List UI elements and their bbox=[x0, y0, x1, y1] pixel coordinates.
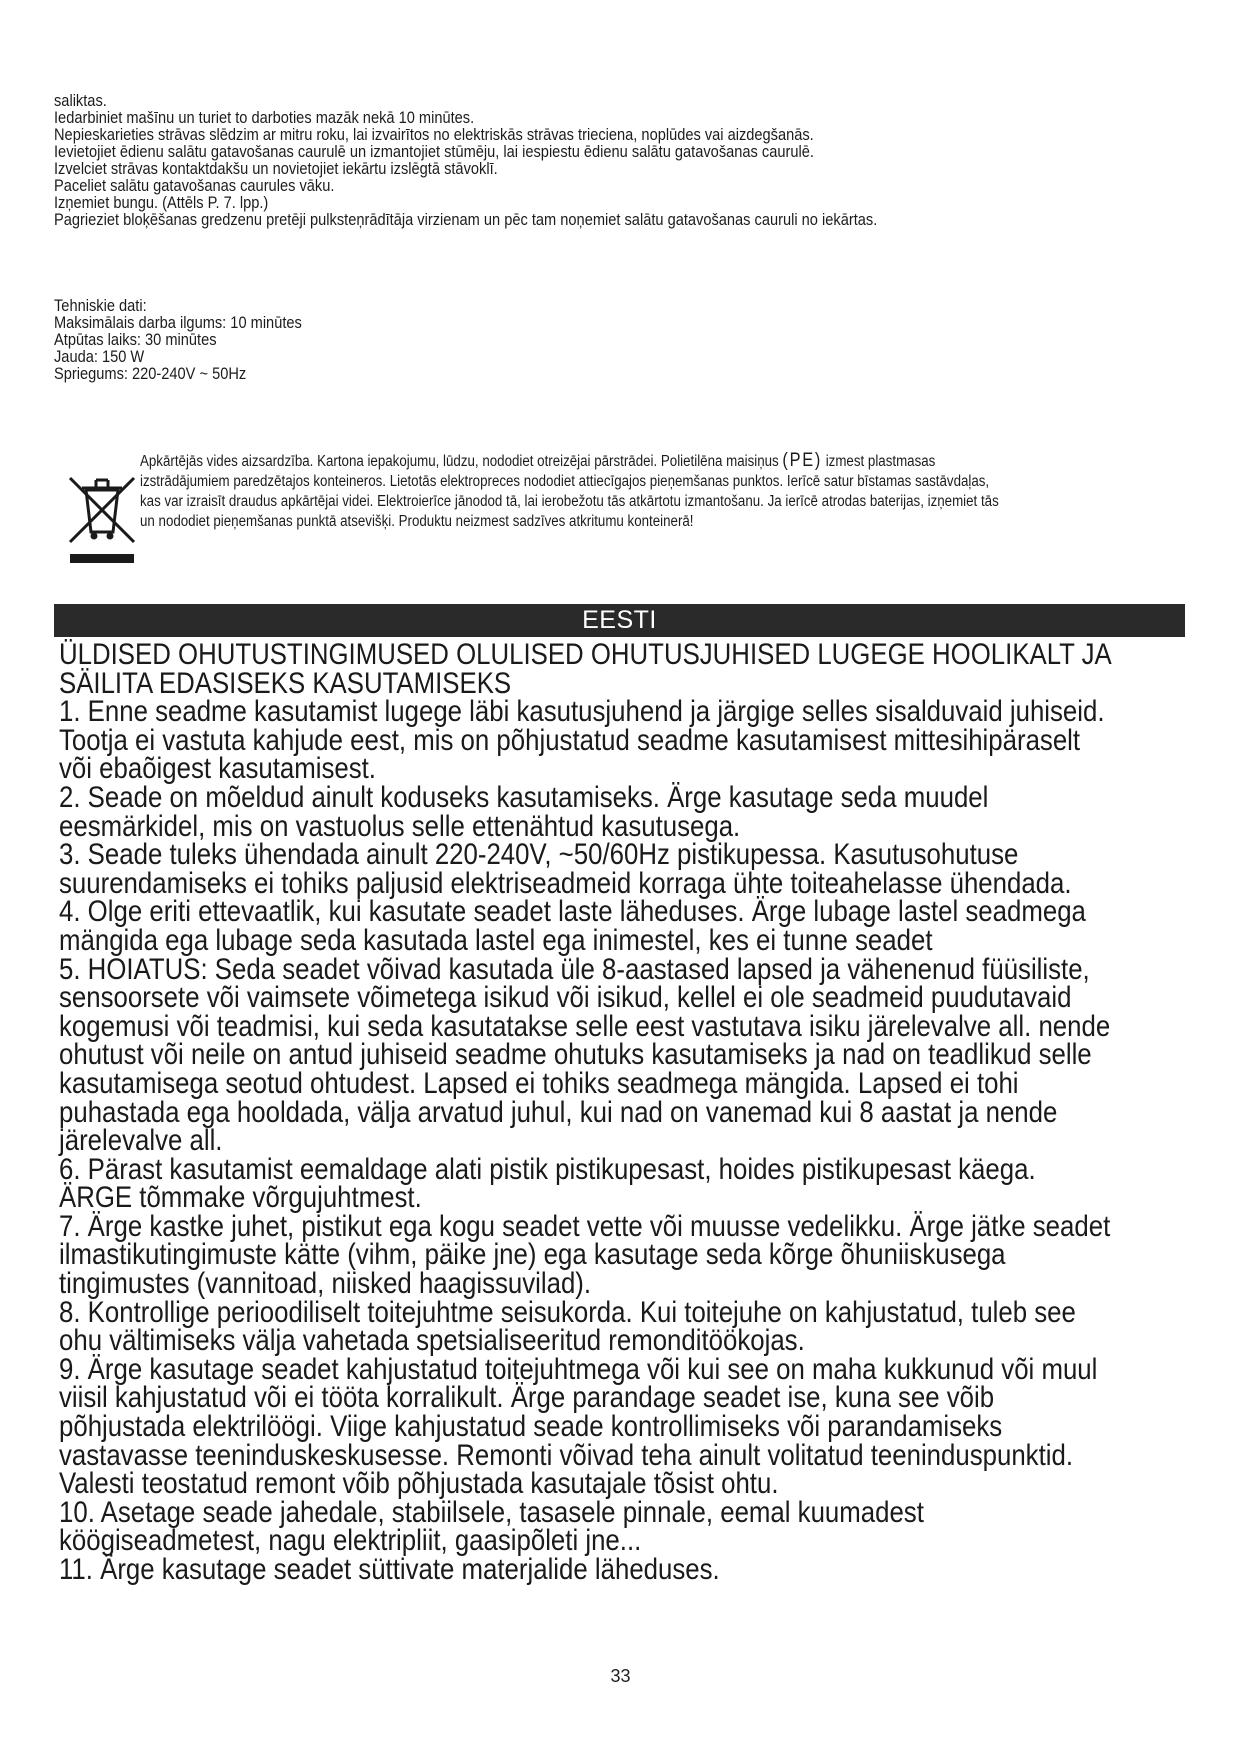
instruction-line: Paceliet salātu gatavošanas caurules vāku. bbox=[54, 176, 335, 195]
safety-line: kasutamisega seotud ohtudest. Lapsed ei tohiks seadmega mängida. Lapsed ei tohi bbox=[59, 1066, 1019, 1100]
safety-line: 1. Enne seadme kasutamist lugege läbi kasutusjuhend ja järgige selles sisalduvaid juhiseid. bbox=[59, 695, 1105, 729]
safety-line: 6. Pärast kasutamist eemaldage alati pistik pistikupesast, hoides pistikupesast käega. bbox=[59, 1152, 1036, 1186]
environment-line: kas var izraisīt draudus apkārtējai videi. Elektroierīce jānodod tā, lai ierobežotu tās atkārtotu izmantošanu. Ja ierīcē atrodas baterijas, izņemiet tās bbox=[140, 493, 999, 510]
environment-line-text: izmest plastmasas bbox=[825, 453, 936, 470]
safety-line: 3. Seade tuleks ühendada ainult 220-240V, ~50/60Hz pistikupessa. Kasutusohutuse bbox=[59, 838, 1019, 872]
section-title: SÄILITA EDASISEKS KASUTAMISEKS bbox=[59, 666, 512, 700]
safety-line: 11. Ärge kasutage seadet süttivate materjalide läheduses. bbox=[59, 1553, 720, 1586]
safety-line: ilmastikutingimuste kätte (vihm, päike jne) ega kasutage seda kõrge õhuniiskusega bbox=[59, 1238, 1006, 1272]
safety-line: 9. Ärge kasutage seadet kahjustatud toitejuhtmega või kui see on maha kukkunud või muul bbox=[59, 1352, 1098, 1386]
instruction-line: Izņemiet bungu. (Attēls P. 7. lpp.) bbox=[54, 193, 269, 212]
safety-line: ohutust või neile on antud juhiseid seadme ohutuks kasutamiseks ja nad on teadlikud selle bbox=[59, 1038, 1092, 1072]
instruction-line: saliktas. bbox=[54, 91, 107, 110]
safety-line: kogemusi või teadmisi, kui seda kasutatakse selle eest vastutava isiku järelevalve all. nende bbox=[59, 1009, 1111, 1043]
pe-mark: (PE) bbox=[782, 450, 822, 471]
technical-data bbox=[54, 297, 754, 382]
safety-line: 5. HOIATUS: Seda seadet võivad kasutada üle 8-aastased lapsed ja vähenenud füüsiliste, bbox=[59, 952, 1090, 986]
environment-line: izstrādājumiem paredzētajos konteineros. Lietotās elektropreces nododiet attiecīgajos pieņemšanas punktos. Ierīcē satur bīstamas sastāvdaļas, bbox=[140, 473, 990, 490]
safety-line: või ebaõigest kasutamisest. bbox=[59, 752, 376, 786]
safety-line: vastavasse teeninduskeskusesse. Remonti võivad teha ainult volitatud teeninduspunktid. bbox=[59, 1438, 1073, 1472]
environment-text bbox=[140, 451, 1180, 532]
tech-data-line: Spriegums: 220-240V ~ 50Hz bbox=[54, 364, 247, 383]
safety-instructions bbox=[59, 638, 1185, 1586]
safety-line: ÄRGE tõmmake võrgujuhtmest. bbox=[59, 1181, 422, 1215]
safety-line: 4. Olge eriti ettevaatlik, kui kasutate seadet laste läheduses. Ärge lubage lastel seadmega bbox=[59, 895, 1086, 929]
safety-line: köögiseadmetest, nagu elektripliit, gaasipõleti jne... bbox=[59, 1524, 642, 1558]
instruction-line: Izvelciet strāvas kontaktdakšu un novietojiet iekārtu izslēgtā stāvoklī. bbox=[54, 159, 498, 178]
safety-line: mängida ega lubage seda kasutada lastel ega inimestel, kes ei tunne seadet bbox=[59, 923, 933, 957]
safety-line: sensoorsete või vaimsete võimetega isikud või isikud, kellel ei ole seadmeid puudutavaid bbox=[59, 981, 1072, 1015]
safety-line: 7. Ärge kastke juhet, pistikut ega kogu seadet vette või muusse vedelikku. Ärge jätke seadet bbox=[59, 1209, 1111, 1243]
safety-line: ohu vältimiseks välja vahetada spetsialiseeritud remonditöökojas. bbox=[59, 1324, 805, 1358]
safety-line: suurendamiseks ei tohiks paljusid elektriseadmeid korraga ühte toiteahelasse ühendada. bbox=[59, 866, 1072, 900]
safety-line: 2. Seade on mõeldud ainult koduseks kasutamiseks. Ärge kasutage seda muudel bbox=[59, 780, 989, 814]
instruction-line: Ievietojiet ēdienu salātu gatavošanas caurulē un izmantojiet stūmēju, lai iespiestu ēdienu salātu gatavošanas caurulē. bbox=[54, 142, 814, 161]
safety-line: tingimustes (vannitoad, niisked haagissuvilad). bbox=[59, 1267, 592, 1301]
safety-line: põhjustada elektrilöögi. Viige kahjustatud seade kontrollimiseks või parandamiseks bbox=[59, 1410, 1003, 1444]
instruction-line: Iedarbiniet mašīnu un turiet to darboties mazāk nekā 10 minūtes. bbox=[54, 108, 475, 127]
tech-data-line: Tehniskie dati: bbox=[54, 296, 147, 315]
environment-notice bbox=[66, 451, 1186, 571]
environment-line bbox=[140, 451, 1034, 472]
instruction-line: Pagrieziet bloķēšanas gredzenu pretēji pulksteņrādītāja virzienam un pēc tam noņemiet salātu gatavošanas cauruli no iekārtas. bbox=[54, 210, 878, 229]
safety-line: eesmärkidel, mis on vastuolus selle ettenähtud kasutusega. bbox=[59, 809, 741, 843]
safety-line: 10. Asetage seade jahedale, stabiilsele, tasasele pinnale, eemal kuumadest bbox=[59, 1495, 924, 1529]
safety-line: puhastada ega hooldada, välja arvatud juhul, kui nad on vanemad kui 8 aastat ja nende bbox=[59, 1095, 1058, 1129]
safety-line: Valesti teostatud remont võib põhjustada kasutajale tõsist ohtu. bbox=[59, 1467, 779, 1501]
environment-line-text: Apkārtējās vides aizsardzība. Kartona iepakojumu, lūdzu, nododiet otreizējai pārstrādei. Polietilēna maisiņus bbox=[140, 453, 779, 470]
safety-line: viisil kahjustatud või ei tööta korralikult. Ärge parandage seadet ise, kuna see võib bbox=[59, 1381, 995, 1415]
safety-line: 8. Kontrollige perioodiliselt toitejuhtme seisukorda. Kui toitejuhe on kahjustatud, tuleb see bbox=[59, 1295, 1076, 1329]
crossed-bin-icon bbox=[66, 466, 138, 566]
safety-line: järelevalve all. bbox=[59, 1124, 223, 1158]
tech-data-line: Jauda: 150 W bbox=[54, 347, 145, 366]
instruction-line: Nepieskarieties strāvas slēdzim ar mitru roku, lai izvairītos no elektriskās strāvas trieciena, noplūdes vai aizdegšanās. bbox=[54, 125, 814, 144]
tech-data-line: Atpūtas laiks: 30 minūtes bbox=[54, 330, 217, 349]
safety-line: Tootja ei vastuta kahjude eest, mis on põhjustatud seadme kasutamisest mittesihipäraselt bbox=[59, 723, 1081, 757]
page-number: 33 bbox=[610, 1666, 631, 1686]
environment-line: un nododiet pieņemšanas punktā atsevišķi. Produktu neizmest sadzīves atkritumu konteinerā! bbox=[140, 513, 694, 530]
section-title: ÜLDISED OHUTUSTINGIMUSED OLULISED OHUTUSJUHISED LUGEGE HOOLIKALT JA bbox=[59, 638, 1112, 671]
top-instructions bbox=[54, 92, 1184, 228]
tech-data-line: Maksimālais darba ilgums: 10 minūtes bbox=[54, 313, 302, 332]
language-header: EESTI bbox=[54, 604, 1185, 637]
